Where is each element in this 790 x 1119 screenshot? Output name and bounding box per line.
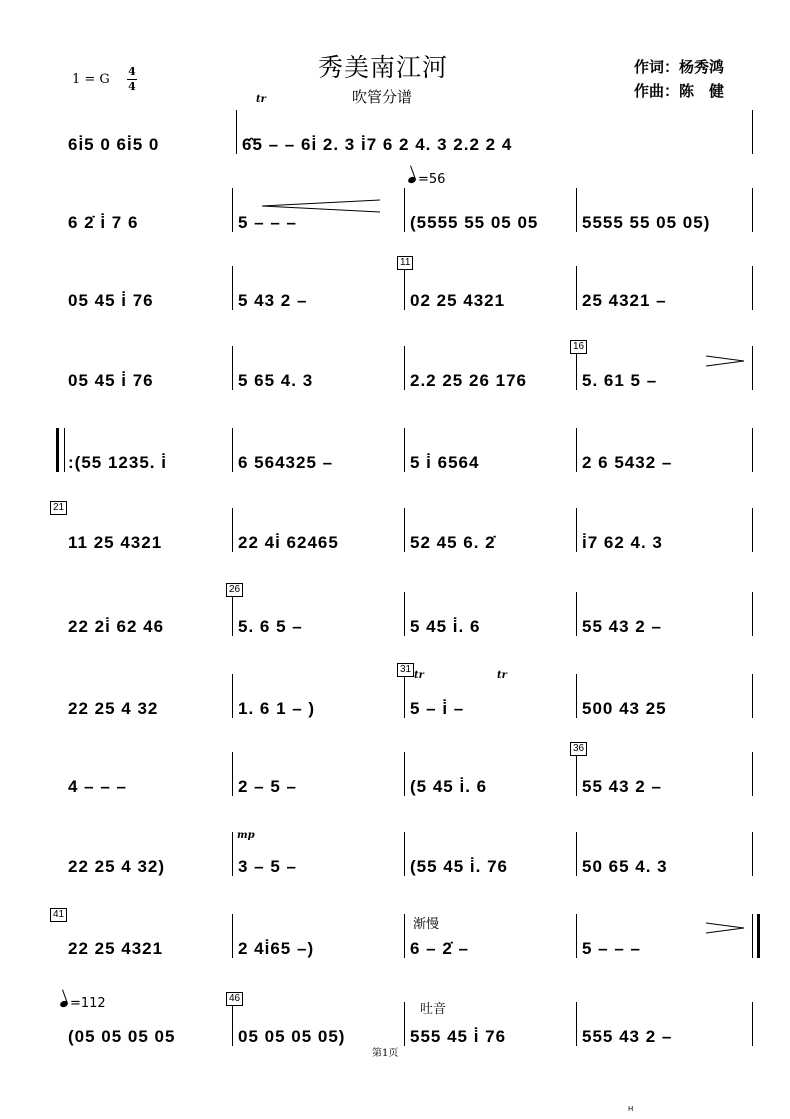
- measure: i̇7 62 4. 3: [582, 533, 663, 552]
- measure: 2.2 25 26 176: [410, 371, 527, 390]
- end-barline: [752, 188, 753, 232]
- corner-mark: H: [628, 1105, 634, 1113]
- decrescendo-hairpin: [706, 922, 746, 934]
- barline: [232, 346, 233, 390]
- staff-row: [60, 108, 760, 156]
- measure: 50 65 4. 3: [582, 857, 668, 876]
- measure: 55 43 2 –: [582, 617, 662, 636]
- barline: [232, 188, 233, 232]
- barline: [576, 1002, 577, 1046]
- measure: 5. 6 5 –: [238, 617, 303, 636]
- measure: 55 43 2 –: [582, 777, 662, 796]
- measure: (05 05 05 05: [68, 1027, 176, 1046]
- measure: 02 25 4321: [410, 291, 506, 310]
- measure: 05 05 05 05): [238, 1027, 346, 1046]
- staff-row: [60, 672, 760, 720]
- measure: 6 2̇ i̇ 7 6: [68, 213, 139, 232]
- measure: 5 65 4. 3: [238, 371, 314, 390]
- measure: (55 45 i̇. 76: [410, 857, 509, 876]
- measure: 5 43 2 –: [238, 291, 308, 310]
- rehearsal-number: 21: [50, 501, 67, 515]
- measure: 5555 55 05 05): [582, 213, 711, 232]
- barline: [404, 832, 405, 876]
- barline: [404, 914, 405, 958]
- measure: 555 43 2 –: [582, 1027, 673, 1046]
- measure: 2 4i̇65 –): [238, 939, 315, 958]
- end-barline: [752, 1002, 753, 1046]
- tempo-mark: [408, 172, 445, 187]
- measure: 5 – – –: [238, 213, 297, 232]
- measure: 22 4i̇ 62465: [238, 533, 339, 552]
- tempo-label: =56: [418, 172, 446, 187]
- measure: 5 – – –: [582, 939, 641, 958]
- measure: 05 45 i̇ 76: [68, 371, 154, 390]
- barline: [232, 592, 233, 636]
- staff-row: [60, 506, 760, 554]
- barline: [576, 752, 577, 796]
- tempo-mark: [60, 996, 106, 1011]
- page-number: 第1页: [372, 1048, 399, 1059]
- rehearsal-number: 11: [397, 256, 413, 270]
- measure: 22 25 4 32): [68, 857, 166, 876]
- rehearsal-number: 36: [570, 742, 587, 756]
- lyricist-credit: 作词：杨秀鸿: [634, 58, 725, 76]
- end-barline: [752, 752, 753, 796]
- decrescendo-hairpin: [706, 355, 746, 367]
- measure: 22 25 4321: [68, 939, 164, 958]
- measure: 2 – 5 –: [238, 777, 297, 796]
- staff-row: [60, 186, 760, 234]
- score-title: 秀美南江河: [318, 53, 449, 82]
- staff-row: [60, 590, 760, 638]
- time-signature-bottom: 4: [128, 80, 136, 93]
- composer-credit: 作曲：陈 健: [634, 82, 725, 100]
- trill-mark: tr: [497, 670, 507, 681]
- end-barline: [752, 832, 753, 876]
- rehearsal-number: 31: [397, 663, 414, 677]
- measure: 52 45 6. 2̇: [410, 533, 496, 552]
- barline: [404, 508, 405, 552]
- barline: [404, 266, 405, 310]
- time-signature: [127, 66, 137, 93]
- barline: [232, 508, 233, 552]
- dynamic-mark: mp: [237, 830, 255, 841]
- measure: 555 45 i̇ 76: [410, 1027, 507, 1046]
- measure: 6̂5 – – 6i̇ 2. 3 i̇7 6 2 4. 3 2.2 2 4: [242, 135, 513, 154]
- barline: [232, 914, 233, 958]
- measure: 500 43 25: [582, 699, 667, 718]
- measure: 3 – 5 –: [238, 857, 297, 876]
- measure: 2 6 5432 –: [582, 453, 673, 472]
- measure: 1. 6 1 – ): [238, 699, 316, 718]
- staff-row: [60, 344, 760, 392]
- barline: [576, 592, 577, 636]
- measure: 4 – – –: [68, 777, 127, 796]
- end-barline: [752, 674, 753, 718]
- quarter-note-icon: [407, 176, 417, 184]
- measure: :(55 1235. i̇: [68, 453, 167, 472]
- barline: [576, 508, 577, 552]
- measure: (5555 55 05 05: [410, 213, 539, 232]
- end-barline: [752, 914, 760, 958]
- rehearsal-number: 46: [226, 992, 243, 1006]
- barline: [576, 674, 577, 718]
- staff-row: [60, 912, 760, 960]
- staff-row: [60, 426, 760, 474]
- barline: [232, 832, 233, 876]
- measure: 6i̇5 0 6i̇5 0: [68, 135, 160, 154]
- barline: [576, 188, 577, 232]
- barline: [404, 1002, 405, 1046]
- staff-row: [60, 264, 760, 312]
- staff-row: [60, 750, 760, 798]
- ritardando-mark: 渐慢: [413, 917, 440, 932]
- barline: [404, 674, 405, 718]
- staff-row: [60, 830, 760, 878]
- measure: (5 45 i̇. 6: [410, 777, 488, 796]
- score-subtitle: 吹管分谱: [352, 88, 413, 106]
- barline: [232, 1002, 233, 1046]
- measure: 6 – 2̇ –: [410, 939, 469, 958]
- tempo-label: =112: [70, 996, 106, 1011]
- repeat-barline: [56, 428, 65, 472]
- measure: 22 2i̇ 62 46: [68, 617, 165, 636]
- barline: [576, 832, 577, 876]
- measure: 05 45 i̇ 76: [68, 291, 154, 310]
- barline: [232, 428, 233, 472]
- barline: [404, 428, 405, 472]
- rehearsal-number: 41: [50, 908, 67, 922]
- key-signature: 1 = G: [72, 72, 110, 87]
- trill-mark: tr: [256, 94, 266, 105]
- measure: 5 45 i̇. 6: [410, 617, 481, 636]
- measure: 5. 61 5 –: [582, 371, 658, 390]
- barline: [404, 752, 405, 796]
- end-barline: [752, 346, 753, 390]
- measure: 25 4321 –: [582, 291, 667, 310]
- staff-row: [60, 1000, 760, 1048]
- decrescendo-hairpin: [262, 199, 382, 213]
- measure: 6 564325 –: [238, 453, 334, 472]
- barline: [576, 914, 577, 958]
- end-barline: [752, 508, 753, 552]
- trill-mark: tr: [414, 670, 424, 681]
- barline: [576, 428, 577, 472]
- measure: 5 i̇ 6564: [410, 453, 480, 472]
- measure: 11 25 4321: [68, 533, 163, 552]
- end-barline: [752, 266, 753, 310]
- end-barline: [752, 428, 753, 472]
- rehearsal-number: 16: [570, 340, 587, 354]
- measure: 22 25 4 32: [68, 699, 159, 718]
- rehearsal-number: 26: [226, 583, 243, 597]
- barline: [404, 592, 405, 636]
- end-barline: [752, 110, 753, 154]
- barline: [236, 110, 237, 154]
- barline: [576, 266, 577, 310]
- barline: [404, 346, 405, 390]
- tongue-tone-mark: 吐音: [420, 1002, 447, 1017]
- quarter-note-icon: [59, 1000, 69, 1008]
- end-barline: [752, 592, 753, 636]
- measure: 5 – i̇ –: [410, 699, 465, 718]
- barline: [404, 188, 405, 232]
- barline: [232, 674, 233, 718]
- barline: [232, 266, 233, 310]
- time-signature-top: 4: [128, 65, 136, 78]
- barline: [232, 752, 233, 796]
